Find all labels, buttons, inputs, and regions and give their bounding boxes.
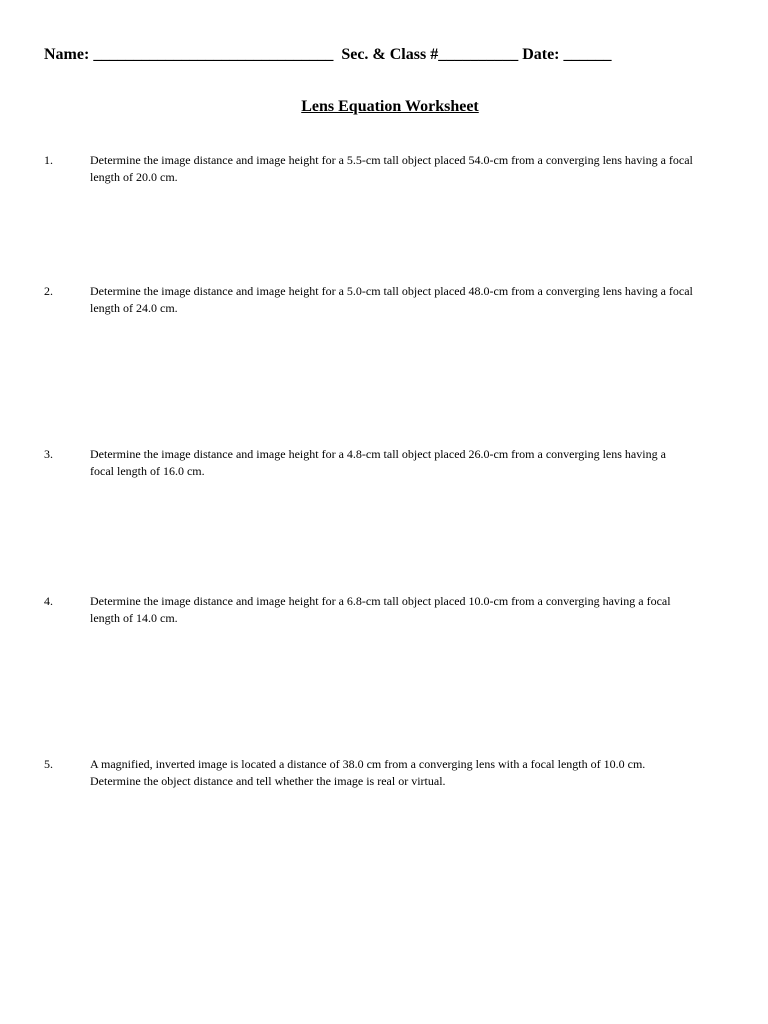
question-number: 1. [44,153,53,167]
question-text: Determine the image distance and image height for a 5.0-cm tall object placed 48.0-cm from a converging lens having a focal length of 24.0 cm. [90,284,693,315]
worksheet-title: Lens Equation Worksheet [301,98,479,115]
question-text: Determine the image distance and image height for a 5.5-cm tall object placed 54.0-cm from a converging lens having a focal length of 20.0 cm. [90,153,693,184]
question-number: 5. [44,757,53,771]
question-text: Determine the image distance and image height for a 4.8-cm tall object placed 26.0-cm from a converging lens having a focal length of 16.0 cm. [90,447,666,478]
question-text: A magnified, inverted image is located a distance of 38.0 cm from a converging lens with a focal length of 10.0 cm. Determine the object distance and tell whether the image is real or virtual. [90,757,646,788]
question-number: 2. [44,284,53,298]
question-text: Determine the image distance and image height for a 6.8-cm tall object placed 10.0-cm from a converging having a focal length of 14.0 cm. [90,594,671,625]
question-number: 4. [44,594,53,608]
student-info-header: Name: ______________________________ Sec. & Class #__________ Date: ______ [44,46,612,63]
question-number: 3. [44,447,53,461]
